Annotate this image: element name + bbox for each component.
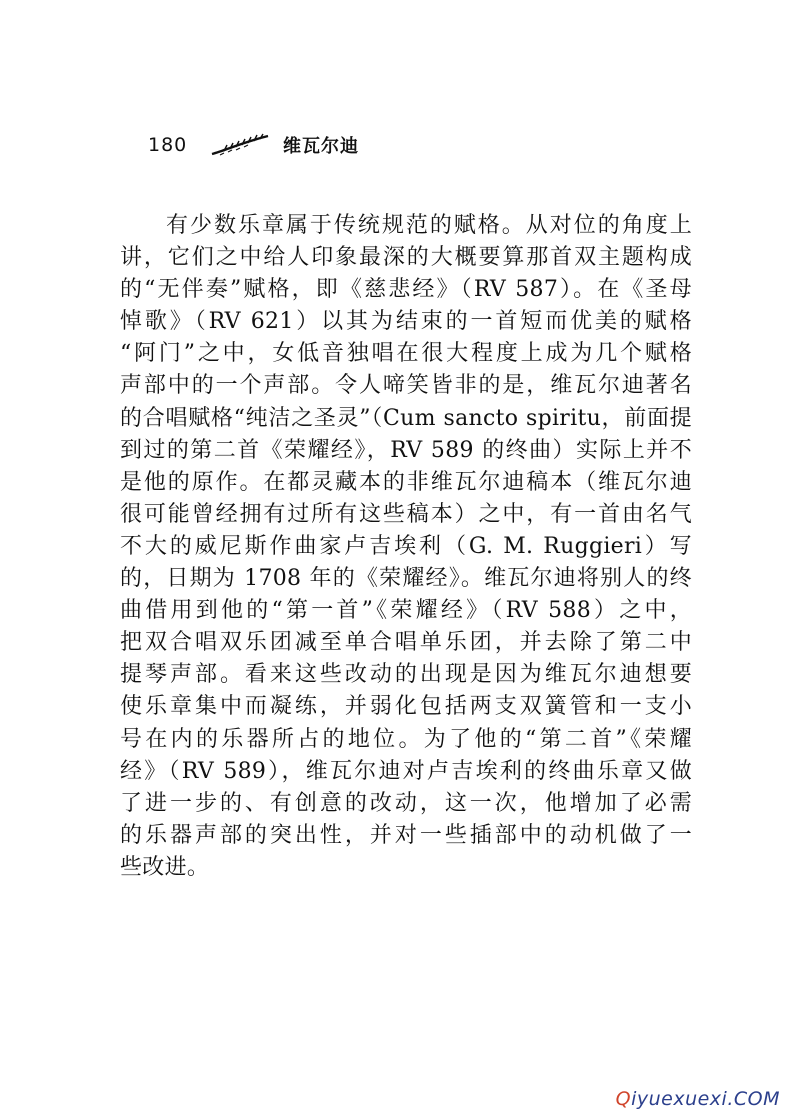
text-line: 的，日期为 1708 年的《荣耀经》。维瓦尔迪将别人的终 [120, 566, 692, 592]
text-line: 很可能曾经拥有过所有这些稿本）之中，有一首由名气 [120, 501, 692, 527]
text-line: 有少数乐章属于传统规范的赋格。从对位的角度上 [166, 213, 692, 238]
text-line: 号在内的乐器所占的地位。为了他的“第二首”《荣耀 [120, 726, 692, 752]
text-line: 曲借用到他的“第一首”《荣耀经》（RV 588）之中， [120, 598, 692, 624]
watermark-initial: Q [615, 1088, 632, 1110]
running-title: 维瓦尔迪 [283, 136, 359, 157]
text-line: 了进一步的、有创意的改动，这一次，他增加了必需 [120, 790, 692, 816]
text-line: 些改进。 [120, 854, 210, 880]
body-paragraph [120, 210, 692, 884]
text-line: 使乐章集中而凝练，并弱化包括两支双簧管和一支小 [120, 694, 692, 720]
text-line: 讲，它们之中给人印象最深的大概要算那首双主题构成 [120, 245, 692, 271]
text-line: “阿门”之中，女低音独唱在很大程度上成为几个赋格 [120, 341, 692, 367]
quill-ornament-icon [210, 130, 270, 158]
text-line: 的“无伴奏”赋格，即《慈悲经》（RV 587）。在《圣母 [120, 277, 692, 303]
text-line: 是他的原作。在都灵藏本的非维瓦尔迪稿本（维瓦尔迪 [120, 469, 692, 495]
page-number: 180 [148, 134, 188, 156]
text-line: 的乐器声部的突出性，并对一些插部中的动机做了一 [120, 822, 692, 848]
text-line: 提琴声部。看来这些改动的出现是因为维瓦尔迪想要 [120, 662, 692, 688]
text-line: 把双合唱双乐团减至单合唱单乐团，并去除了第二中 [120, 630, 692, 656]
text-line: 的合唱赋格“纯洁之圣灵”（Cum sancto spiritu，前面提 [120, 405, 692, 431]
text-line: 声部中的一个声部。令人啼笑皆非的是，维瓦尔迪著名 [120, 373, 692, 399]
text-line: 不大的威尼斯作曲家卢吉埃利（G. M. Ruggieri）写 [120, 533, 692, 559]
text-line: 经》（RV 589），维瓦尔迪对卢吉埃利的终曲乐章又做 [120, 758, 692, 784]
page-header [148, 128, 648, 164]
site-watermark [616, 1088, 780, 1110]
text-line: 悼歌》（RV 621）以其为结束的一首短而优美的赋格 [120, 309, 692, 335]
text-line: 到过的第二首《荣耀经》，RV 589 的终曲）实际上并不 [120, 437, 692, 463]
watermark-text: iyuexuexi.COM [631, 1088, 780, 1110]
